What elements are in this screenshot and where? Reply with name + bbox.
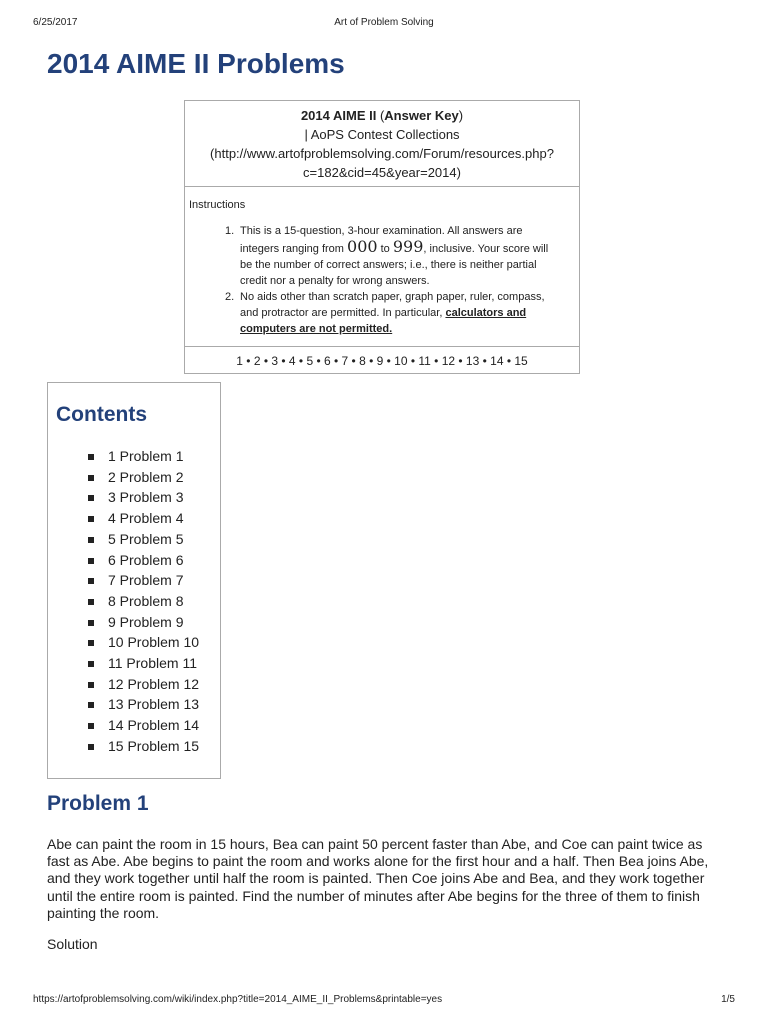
toc-item-15[interactable]: 15 Problem 15 xyxy=(88,736,199,757)
toc-item-6[interactable]: 6 Problem 6 xyxy=(88,550,199,571)
problem-links[interactable]: 1 • 2 • 3 • 4 • 5 • 6 • 7 • 8 • 9 • 10 • 11 • 12 • 13 • 14 • 15 xyxy=(236,354,528,368)
instructions-list xyxy=(225,223,560,337)
calculators-note: calculators and computers are not permitted. xyxy=(240,307,527,335)
page-title: 2014 AIME II Problems xyxy=(47,48,345,79)
math-000: 000 xyxy=(347,237,378,256)
instruction-item: 1. This is a 15-question, 3-hour examination. All answers are integers ranging from 000 to 999, inclusive. Your score will be the number of correct answers; i.e., there is neither partial credit nor a penalty for wrong answers. xyxy=(225,225,549,287)
resource-url-line1[interactable]: (http://www.artofproblemsolving.com/Forum/resources.php? xyxy=(210,146,554,161)
print-header-title: Art of Problem Solving xyxy=(334,17,434,28)
toc-item-11[interactable]: 11 Problem 11 xyxy=(88,653,199,674)
print-footer-url: https://artofproblemsolving.com/wiki/index.php?title=2014_AIME_II_Problems&printable=yes xyxy=(33,994,443,1005)
print-date: 6/25/2017 xyxy=(33,17,78,28)
toc-item-8[interactable]: 8 Problem 8 xyxy=(88,591,199,612)
table-of-contents xyxy=(47,382,221,779)
toc-item-1[interactable]: 1 Problem 1 xyxy=(88,446,199,467)
toc-item-4[interactable]: 4 Problem 4 xyxy=(88,508,199,529)
toc-item-9[interactable]: 9 Problem 9 xyxy=(88,612,199,633)
instructions-section xyxy=(185,187,579,347)
toc-item-13[interactable]: 13 Problem 13 xyxy=(88,694,199,715)
toc-item-3[interactable]: 3 Problem 3 xyxy=(88,487,199,508)
solution-link[interactable]: Solution xyxy=(47,936,98,952)
instruction-item: 2. No aids other than scratch paper, graph paper, ruler, compass, and protractor are permitted. In particular, calculators and computers are not permitted. xyxy=(225,291,545,335)
toc-item-5[interactable]: 5 Problem 5 xyxy=(88,529,199,550)
answer-key-link[interactable]: Answer Key xyxy=(384,108,459,123)
problem-1-heading: Problem 1 xyxy=(47,792,149,815)
toc-title: Contents xyxy=(56,403,147,426)
contest-navbox xyxy=(184,100,580,374)
resource-url-line2[interactable]: c=182&cid=45&year=2014) xyxy=(303,165,461,180)
toc-item-12[interactable]: 12 Problem 12 xyxy=(88,674,199,695)
print-page-number: 1/5 xyxy=(721,994,735,1005)
toc-item-10[interactable]: 10 Problem 10 xyxy=(88,632,199,653)
collections-link[interactable]: | AoPS Contest Collections xyxy=(304,127,460,142)
contest-link[interactable]: 2014 AIME II xyxy=(300,108,377,123)
problem-1-text: Abe can paint the room in 15 hours, Bea can paint 50 percent faster than Abe, and Coe can paint twice as fast as Abe. Abe begins to paint the room and works alone for the first hour and a half. Then Bea joins Abe, and they work together until half the room is painted. Then Coe joins Abe and Bea, and they work together until the entire room is painted. Find the number of minutes after Abe begins for the three of them to finish painting the room. xyxy=(47,836,709,921)
toc-item-14[interactable]: 14 Problem 14 xyxy=(88,715,199,736)
toc-item-7[interactable]: 7 Problem 7 xyxy=(88,570,199,591)
math-999: 999 xyxy=(392,237,424,256)
toc-list xyxy=(88,446,199,757)
navbox-header: 2014 AIME II (Answer Key) | AoPS Contest Collections (http://www.artofproblemsolving.com/Forum/resources.php? c=182&cid=45&year=2014) xyxy=(185,101,579,187)
instructions-label: Instructions xyxy=(189,199,246,211)
toc-item-2[interactable]: 2 Problem 2 xyxy=(88,467,199,488)
